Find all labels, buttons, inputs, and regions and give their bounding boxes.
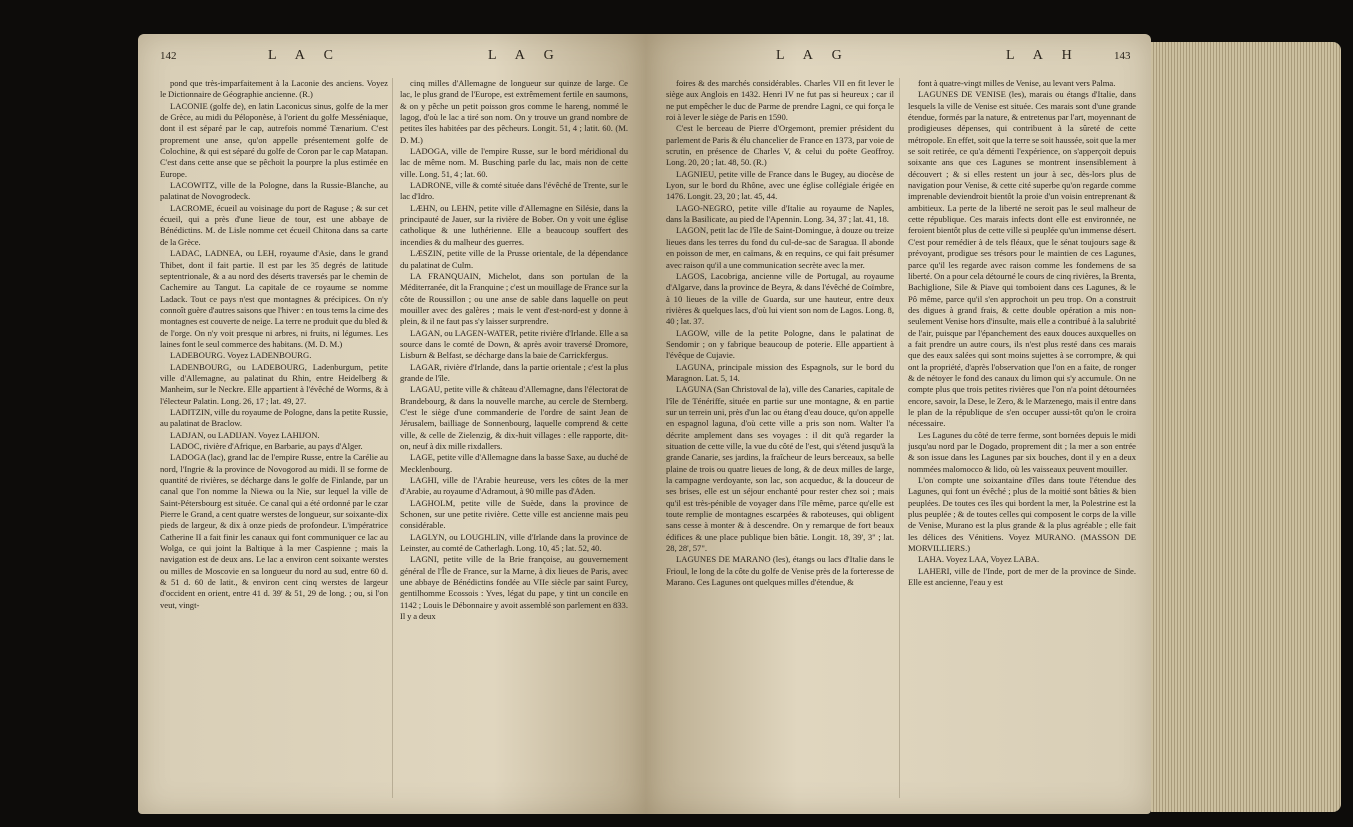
page-edges <box>1151 42 1341 812</box>
dictionary-entry: LACOWITZ, ville de la Pologne, dans la Russie-Blanche, au palatinat de Novogrodeck. <box>160 180 388 202</box>
dictionary-entry: LADOGA (lac), grand lac de l'empire Russe, entre la Carélie au nord, l'Ingrie & la province de Novogorod au midi. Il se forme de quantité de rivières, se décharge dans le golfe de Finlande, par un canal que l'on nomme la Niewa ou la Nie, sur lequel la ville de Saint-Pétersbourg est située. Ce canal qui a été ordonné par le czar Pierre le Grand, a cent quatre werstes de longueur, sur soixante-dix pieds de largeur, & dix à onze pieds de profondeur. L'impératrice Catherine II a fait finir les canaux qui font communiquer ce lac au Wolga, ce qui joint la Baltique à la mer Caspienne ; mais la navigation est de deux ans. Le lac a environ cent soixante werstes ou milles de Moscovie en sa longueur du nord au sud, entre 60 d. & 51 d. 60 de latit., & environ cent cinq werstes de largeur d'occident en orient, entre 41 d. 39' & 51, 29 de long. ; ou, si l'on veut, vingt- <box>160 452 388 610</box>
dictionary-entry: LAGO-NEGRO, petite ville d'Italie au royaume de Naples, dans la Basilicate, au pied de l'Apennin. Long. 34, 37 ; lat. 41, 18. <box>666 202 894 225</box>
dictionary-entry: cinq milles d'Allemagne de longueur sur quinze de large. Ce lac, le plus grand de l'Europe, est extrêmement fertile en saumons, & on y pêche un petit poisson gros comme le hareng, nommé le lagog, d'où le lac a tiré son nom. On y trouve un grand nombre de petites îles habitées par des pêcheurs. Longit. 51, 4 ; latit. 60. (M. D. M.) <box>400 78 628 145</box>
header-word-lac: L A C <box>268 48 341 63</box>
dictionary-entry: LADOGA, ville de l'empire Russe, sur le bord méridional du lac de même nom. M. Busching parle du lac, mais non de cette ville. Long. 51, 4 ; lat. 60. <box>400 146 628 179</box>
dictionary-entry: LADJAN, ou LADIJAN. Voyez LAHIJON. <box>170 429 320 440</box>
dictionary-entry: LAGHOLM, petite ville de Suède, dans la province de Schonen, sur une petite rivière. Cette ville est ancienne mais peu considérable. <box>400 497 628 531</box>
dictionary-entry: LADENBOURG, ou LADEBOURG, Ladenburgum, petite ville d'Allemagne, au palatinat du Rhin, entre Heidelberg & Manheim, sur le Neckre. Elle appartient à l'évêché de Worms, & à l'électeur Palatin. Long. 26, 17 ; lat. 49, 27. <box>160 361 388 406</box>
dictionary-entry: LAGAN, ou LAGEN-WATER, petite rivière d'Irlande. Elle a sa source dans le comté de Down, & après avoir traversé Dromore, Lisburn & Belfast, se décharge dans la baie de Carrickfergus. <box>400 327 628 361</box>
right-page <box>646 34 1151 814</box>
dictionary-entry: Les Lagunes du côté de terre ferme, sont bornées depuis le midi jusqu'au nord par le Dogado, proprement dit ; la mer a son entrée & son issue dans les Lagunes par six bouches, dont il y en a deux nommées malomocco & lido, où les vaisseaux peuvent mouiller. <box>908 429 1136 474</box>
dictionary-entry: LAGE, petite ville d'Allemagne dans la basse Saxe, au duché de Mecklenbourg. <box>400 452 628 474</box>
dictionary-entry: LAGHI, ville de l'Arabie heureuse, vers les côtes de la mer d'Arabie, au royaume d'Adramout, à 90 mille pas d'Aden. <box>400 475 628 497</box>
left-column-1 <box>160 78 388 798</box>
open-book <box>138 34 1338 824</box>
dictionary-entry: LAHERI, ville de l'Inde, port de mer de la province de Sinde. Elle est ancienne, l'eau y est <box>908 565 1136 588</box>
dictionary-entry: L'on compte une soixantaine d'îles dans toute l'étendue des Lagunes, qui font un évêché ; plus de la moitié sont bâties & bien peuplées. De toutes ces îles qui bordent la mer, la Polestrine est la plus peuplée ; & de toutes celles qui composent le corps de la ville de Venise, Murano est la plus grande & la plus agréable ; elle fait les délices des Vénitiens. Voyez MURANO. (MASSON DE MORVILLIERS.) <box>908 475 1136 554</box>
dictionary-entry: LÆHN, ou LEHN, petite ville d'Allemagne en Silésie, dans la principauté de Jauer, sur la rivière de Bober. On y voit une église catholique & une luthérienne. Elle a beaucoup souffert des incendies & du malheur des guerres. <box>400 202 628 247</box>
left-column-2 <box>400 78 628 798</box>
dictionary-entry: LAHA. Voyez LAA, Voyez LABA. <box>918 554 1040 565</box>
right-column-1 <box>666 78 894 798</box>
dictionary-entry: font à quatre-vingt milles de Venise, au levant vers Palma. <box>918 78 1116 88</box>
dictionary-entry: LAGNIEU, petite ville de France dans le Bugey, au diocèse de Lyon, sur le bord du Rhône, avec une église collégiale érigée en 1476. Longit. 23, 20 ; lat. 45, 44. <box>666 168 894 202</box>
dictionary-entry: LACONIE (golfe de), en latin Laconicus sinus, golfe de la mer de Grèce, au midi du Péloponèse, à l'orient du golfe Messéniaque, dont il est séparé par le cap, autrefois nommé Tænarium. C'est proprement une anse, qu'on appelle présentement golfe de Colochine, & qui est séparé du golfe de Coron par le cap Matapan. C'est dans cette anse que se pêchoit la pourpre la plus estimée en Europe. <box>160 100 388 179</box>
column-rule <box>392 78 393 798</box>
dictionary-entry: LAGUNA, principale mission des Espagnols, sur le bord du Maragnon. Lat. 5, 14. <box>666 361 894 383</box>
dictionary-entry: pond que très-imparfaitement à la Laconie des anciens. Voyez le Dictionnaire de Géographie ancienne. (R.) <box>160 78 388 100</box>
page-number-right: 143 <box>1114 50 1131 62</box>
header-word-lag-right: L A G <box>776 48 850 63</box>
dictionary-entry: LACROME, écueil au voisinage du port de Raguse ; & sur cet écueil, qui a près d'une lieue de tour, est une abbaye de Bénédictins. M. de Lisle nomme cet écueil Chitona dans sa carte de la Grèce. <box>160 202 388 247</box>
dictionary-entry: LAGNI, petite ville de la Brie françoise, au gouvernement général de l'Île de France, sur la Marne, à dix lieues de Paris, avec une abbaye de Bénédictins fondée au VIIe siècle par saint Furcy, gentilhomme Ecossois : Yves, légat du pape, y tint un concile en 1142 ; Louis le Débonnaire y avoit assemblé son parlement en 833. Il y a deux <box>400 554 628 622</box>
left-running-head <box>138 50 646 72</box>
dictionary-entry: C'est le berceau de Pierre d'Orgemont, premier président du parlement de Paris & élu chancelier de France en 1373, par voie de scrutin, en présence de Charles V, & celui du poëte Geoffroy. Long. 20, 20 ; lat. 48, 50. (R.) <box>666 123 894 168</box>
dictionary-entry: LAGLYN, ou LOUGHLIN, ville d'Irlande dans la province de Leinster, au comté de Catherlagh. Long. 10, 45 ; lat. 52, 40. <box>400 531 628 554</box>
dictionary-entry: LAGUNES DE VENISE (les), marais ou étangs d'Italie, dans lesquels la ville de Venise est située. Ces marais sont d'une grande étendue, formés par la nature, & entretenus par l'art, moyennant de prodigieuses dépenses, qui contribuent à la sûreté de cette métropole. En effet, soit que la terre se soit haussée, soit que la mer se soit retirée, ce qu'a démenti l'expérience, on s'apperçoit depuis soixante ans que ces Lagunes se montrent insensiblement à découvert ; & si elles restent un jour à sec, dès-lors plus de navigation pour Venise, & cette cité superbe qu'on regarde comme imprenable deviendroit bientôt la proie d'un voisin entreprenant & ambitieux. La perte de la liberté ne seroit pas le seul malheur de cette république. Ces marais infects dont elle est environnée, ne feroient bientôt plus de cette ville si peuplée qu'un immense désert. C'est pour remédier à de tels fléaux, que le sénat toujours sage & prévoyant, prodigue ses trésors pour le maintien de ces Lagunes, parce qu'il les regarde avec raison comme les fondemens de sa liberté. On a pour cela détourné le cours de cinq rivières, la Brenta, Bachiglione, Sile & Piave qui tomboient dans ces Lagunes, & le Pô même, parce qu'il s'en approchoit un peu trop. On a construit des digues à grand frais, & cette double opération a mis non-seulement Venise hors d'insulte, mais elle a contribué à la salubrité de l'air, puisque par l'épanchement des eaux douces auxquelles on a fait prendre un autre cours, ils n'est plus resté dans ces marais que des eaux salées qui sont moins sujettes à se corrompre, & qui ont la propriété, d'après l'observation que l'on en a faite, de ronger & de nétoyer le fond des canaux du limon qui s'y accumule. On ne compte plus que trois petites rivières que l'on n'a point détournées encore, savoir, la Dese, le Zero, & le Marzenego, mais il entre dans le plan de la république de s'en occuper aussi-tôt qu'on le croira nécessaire. <box>908 89 1136 429</box>
page-number-left: 142 <box>160 50 177 62</box>
right-running-head <box>646 50 1151 72</box>
dictionary-entry: LAGON, petit lac de l'île de Saint-Domingue, à douze ou treize lieues dans les terres du fond du cul-de-sac de Saragua. Il abonde en poisson de mer, en caïmans, & en requins, ce qui fait présumer avec raison qu'il a une communication secrète avec la mer. <box>666 225 894 270</box>
dictionary-entry: LAGOS, Lacobriga, ancienne ville de Portugal, au royaume d'Algarve, dans la province de Beyra, & dans l'évêché de Coïmbre, à 10 lieues de la ville de Guarda, sur une hauteur, entre deux rivières & quelques lacs, d'où lui vient son nom de Lagos. Long. 8, 40 ; lat. 37. <box>666 270 894 327</box>
left-page <box>138 34 646 814</box>
dictionary-entry: LAGUNES DE MARANO (les), étangs ou lacs d'Italie dans le Frioul, le long de la côte du golfe de Venise près de la forteresse de Marano. Ces Lagunes ont quelques milles d'étendue, & <box>666 554 894 588</box>
dictionary-entry: LAGAR, rivière d'Irlande, dans la partie orientale ; c'est la plus grande de l'île. <box>400 361 628 383</box>
dictionary-entry: LADITZIN, ville du royaume de Pologne, dans la petite Russie, au palatinat de Braclow. <box>160 406 388 429</box>
dictionary-entry: LADAC, LADNEA, ou LEH, royaume d'Asie, dans le grand Thibet, dont il fait partie. Il est par les 35 degrés de latitude septentrionale, & a au nord des déserts traversés par le chemin de Cachemire au Tangut. La capitale de ce royaume se nomme Ladack. Tout ce pays n'est que montagnes & précipices. On n'y connoît guère d'autres saisons que l'hiver : en tous tems la cime des montagnes est couverte de neige. La terre ne produit que du bled & de l'orge. On n'y voit presque ni arbres, ni fruits, ni légumes. Les laines font le seul commerce des habitans. (M. D. M.) <box>160 248 388 349</box>
dictionary-entry: LAGUNA (San Christoval de la), ville des Canaries, capitale de l'île de Ténériffe, située en partie sur une montagne, & en partie sur un terrein uni, près d'un lac ou étang d'eau douce, qu'on appelle en espagnol laguna, d'où cette ville a pris son nom. Walter l'a décrite amplement dans ses voyages : il dit qu'à regarder la situation de cette ville, la vue du côté de l'est, qui s'étend jusqu'à la grande Canarie, ses jardins, la fraîcheur de leurs berceaux, sa belle plaine de trois ou quatre lieues de long, & de deux milles de large, la campagne verdoyante, son lac, son acqueduc, & la douceur de ses brises, elle est un séjour enchanté pour rester chez soi ; mais qu'il est très-pénible de voyager dans l'île même, parce qu'elle est toute remplie de montagnes escarpées & raboteuses, qui obligent sans cesse à monter & à descendre. On y remarque de fort beaux édifices & une place publique bien bâtie. Longit. 18, 39', 3" ; lat. 28, 28', 57". <box>666 384 894 554</box>
header-word-lah: L A H <box>1006 48 1080 63</box>
header-word-lag: L A G <box>488 48 562 63</box>
right-column-2 <box>908 78 1136 798</box>
dictionary-entry: LADRONE, ville & comté située dans l'évêché de Trente, sur le lac d'Idro. <box>400 180 628 202</box>
dictionary-entry: LA FRANQUAIN, Michelot, dans son portulan de la Méditerranée, dit la Franquine ; c'est un mouillage de France sur la côte de Roussillon ; ou une anse de sable dans laquelle on peut mouiller avec des galères ; mais le vent d'est-nord-est y donne à plein, & il ne faut pas s'y laisser surprendre. <box>400 270 628 327</box>
column-rule <box>899 78 900 798</box>
dictionary-entry: LÆSZIN, petite ville de la Prusse orientale, de la dépendance du palatinat de Culm. <box>400 248 628 270</box>
dictionary-entry: foires & des marchés considérables. Charles VII en fit lever le siège aux Anglois en 1432. Henri IV ne fut pas si heureux ; car il ne put empêcher le duc de Parme de prendre Lagni, ce qui força le roi à lever le siège de Paris en 1590. <box>666 78 894 123</box>
dictionary-entry: LAGOW, ville de la petite Pologne, dans le palatinat de Sendomir ; on y fabrique beaucoup de poterie. Elle appartient à l'évêque de Cujavie. <box>666 327 894 361</box>
dictionary-entry: LADEBOURG. Voyez LADENBOURG. <box>170 350 312 361</box>
dictionary-entry: LAGAU, petite ville & château d'Allemagne, dans l'électorat de Brandebourg, & dans la nouvelle marche, au cercle de Sternberg. C'est le siège d'une commanderie de l'ordre de saint Jean de Jérusalem, bailliage de Sonnenbourg, laquelle comprend & cette ville, & celle de Zielenzig, & dix-huit villages : elle rapporte, dit-on, neuf à dix mille rixdallers. <box>400 384 628 451</box>
dictionary-entry: LADOC, rivière d'Afrique, en Barbarie, au pays d'Alger. <box>170 441 363 451</box>
